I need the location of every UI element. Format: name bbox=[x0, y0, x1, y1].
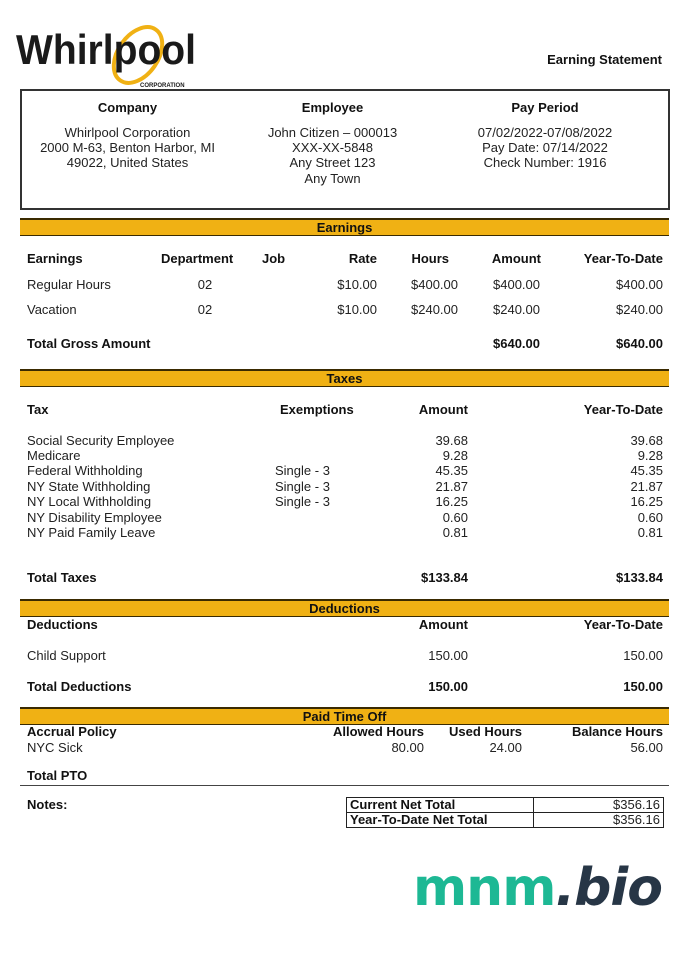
cell: Medicare bbox=[27, 448, 81, 463]
col-header: Hours bbox=[411, 251, 449, 266]
cell: Single - 3 bbox=[275, 479, 330, 494]
col-header: Department bbox=[161, 251, 234, 266]
cell: NY State Withholding bbox=[27, 479, 151, 494]
divider bbox=[20, 785, 669, 786]
cell: 02 bbox=[197, 277, 213, 292]
cell: Social Security Employee bbox=[27, 433, 175, 448]
cell: 16.25 bbox=[630, 494, 663, 509]
deductions-section-bar: Deductions bbox=[20, 599, 669, 617]
cell: $10.00 bbox=[337, 302, 377, 317]
cell: $400.00 bbox=[493, 277, 540, 292]
cell: $10.00 bbox=[337, 277, 377, 292]
total-deductions-amount: 150.00 bbox=[428, 679, 468, 694]
cell: 24.00 bbox=[489, 740, 522, 755]
cell: 0.60 bbox=[442, 510, 468, 525]
notes-label: Notes: bbox=[27, 797, 68, 812]
col-header: Deductions bbox=[27, 617, 98, 632]
svg-text:Whirlpool: Whirlpool bbox=[16, 26, 196, 73]
cell: Single - 3 bbox=[275, 494, 330, 509]
col-header: Amount bbox=[491, 251, 541, 266]
document-title: Earning Statement bbox=[547, 52, 662, 67]
cell: NY Disability Employee bbox=[27, 510, 162, 525]
total-deductions-label: Total Deductions bbox=[27, 679, 132, 694]
whirlpool-logo bbox=[16, 22, 201, 90]
pto-section-bar: Paid Time Off bbox=[20, 707, 669, 725]
col-header: Tax bbox=[27, 402, 49, 417]
col-header: Year-To-Date bbox=[583, 251, 663, 266]
col-header: Earnings bbox=[27, 251, 83, 266]
cell: 45.35 bbox=[435, 463, 468, 478]
cell: 56.00 bbox=[630, 740, 663, 755]
col-header: Accrual Policy bbox=[27, 724, 117, 739]
total-taxes-amount: $133.84 bbox=[421, 570, 468, 585]
employee-line: XXX-XX-5848 bbox=[292, 140, 373, 155]
cell: NYC Sick bbox=[27, 740, 83, 755]
col-header: Allowed Hours bbox=[332, 724, 424, 739]
total-taxes-ytd: $133.84 bbox=[616, 570, 663, 585]
net-value: $356.16 bbox=[534, 813, 664, 828]
svg-text:CORPORATION: CORPORATION bbox=[140, 83, 185, 89]
employee-label: Employee bbox=[301, 100, 364, 115]
net-value: $356.16 bbox=[534, 798, 664, 813]
cell: 150.00 bbox=[623, 648, 663, 663]
net-label: Current Net Total bbox=[347, 798, 534, 813]
employee-line: Any Town bbox=[304, 171, 361, 186]
cell: 39.68 bbox=[435, 433, 468, 448]
cell: $240.00 bbox=[616, 302, 663, 317]
company-line: Whirlpool Corporation bbox=[64, 125, 191, 140]
company-label: Company bbox=[97, 100, 158, 115]
cell: 9.28 bbox=[442, 448, 468, 463]
pay-period-label: Pay Period bbox=[511, 100, 579, 115]
cell: Vacation bbox=[27, 302, 77, 317]
cell: NY Paid Family Leave bbox=[27, 525, 156, 540]
cell: 45.35 bbox=[630, 463, 663, 478]
cell: NY Local Withholding bbox=[27, 494, 152, 509]
net-total-table bbox=[346, 797, 664, 828]
cell: 0.81 bbox=[637, 525, 663, 540]
cell: 21.87 bbox=[435, 479, 468, 494]
cell: 0.81 bbox=[442, 525, 468, 540]
cell: $400.00 bbox=[616, 277, 663, 292]
total-gross-amount: $640.00 bbox=[493, 336, 540, 351]
cell: $240.00 bbox=[493, 302, 540, 317]
col-header: Used Hours bbox=[449, 724, 522, 739]
total-taxes-label: Total Taxes bbox=[27, 570, 97, 585]
cell: $240.00 bbox=[411, 302, 458, 317]
total-gross-label: Total Gross Amount bbox=[27, 336, 151, 351]
net-row bbox=[347, 798, 664, 813]
pay-period-line: 07/02/2022-07/08/2022 bbox=[477, 125, 613, 140]
col-header: Balance Hours bbox=[571, 724, 663, 739]
cell: 02 bbox=[197, 302, 213, 317]
watermark-part: mnm bbox=[413, 858, 556, 918]
cell: Single - 3 bbox=[275, 463, 330, 478]
col-header: Amount bbox=[418, 402, 468, 417]
total-deductions-ytd: 150.00 bbox=[623, 679, 663, 694]
cell: 39.68 bbox=[630, 433, 663, 448]
employee-line: John Citizen – 000013 bbox=[267, 125, 398, 140]
cell: 16.25 bbox=[435, 494, 468, 509]
cell: 9.28 bbox=[637, 448, 663, 463]
col-header: Rate bbox=[348, 251, 377, 266]
company-line: 49022, United States bbox=[66, 155, 189, 170]
pay-period-line: Check Number: 1916 bbox=[483, 155, 607, 170]
cell: $400.00 bbox=[411, 277, 458, 292]
total-pto-label: Total PTO bbox=[27, 768, 88, 783]
col-header: Year-To-Date bbox=[583, 402, 663, 417]
col-header: Job bbox=[262, 251, 286, 266]
col-header: Year-To-Date bbox=[583, 617, 663, 632]
pay-period-line: Pay Date: 07/14/2022 bbox=[482, 140, 608, 155]
cell: Federal Withholding bbox=[27, 463, 143, 478]
cell: 80.00 bbox=[391, 740, 424, 755]
company-line: 2000 M-63, Benton Harbor, MI bbox=[40, 140, 215, 155]
watermark-logo bbox=[413, 858, 662, 918]
total-gross-ytd: $640.00 bbox=[616, 336, 663, 351]
cell: Regular Hours bbox=[27, 277, 111, 292]
cell: Child Support bbox=[27, 648, 106, 663]
employee-line: Any Street 123 bbox=[289, 155, 376, 170]
earnings-section-bar: Earnings bbox=[20, 218, 669, 236]
col-header: Amount bbox=[418, 617, 468, 632]
col-header: Exemptions bbox=[280, 402, 354, 417]
cell: 0.60 bbox=[637, 510, 663, 525]
cell: 21.87 bbox=[630, 479, 663, 494]
net-row bbox=[347, 813, 664, 828]
watermark-part: .bio bbox=[555, 858, 662, 918]
taxes-section-bar: Taxes bbox=[20, 369, 669, 387]
net-label: Year-To-Date Net Total bbox=[347, 813, 534, 828]
cell: 150.00 bbox=[428, 648, 468, 663]
